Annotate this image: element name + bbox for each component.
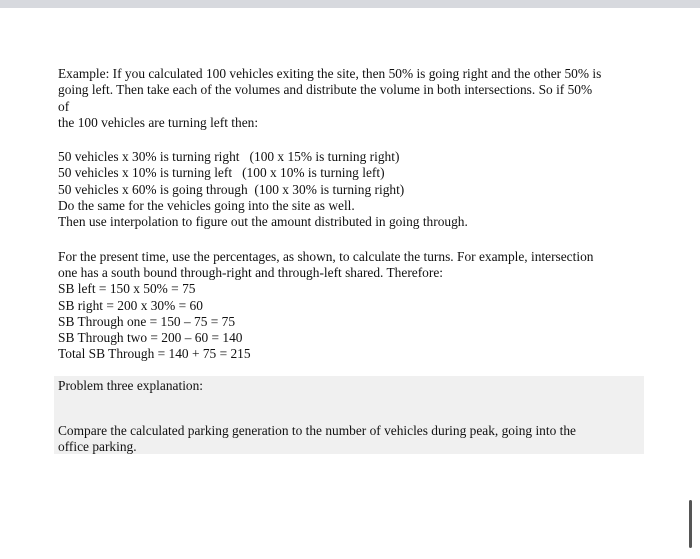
calculation-line: SB left = 150 x 50% = 75 bbox=[58, 281, 196, 297]
text-line: Compare the calculated parking generation to the number of vehicles during peak, going into the bbox=[58, 423, 576, 438]
turns-list bbox=[58, 149, 648, 230]
text-line: Example: If you calculated 100 vehicles exiting the site, then 50% is going right and the other 50% is bbox=[58, 66, 602, 81]
text-line: the 100 vehicles are turning left then: bbox=[58, 114, 259, 130]
list-item: 50 vehicles x 10% is turning left (100 x 10% is turning left) bbox=[58, 165, 385, 181]
document-body bbox=[58, 66, 648, 363]
text-line: one has a south bound through-right and through-left shared. Therefore: bbox=[58, 264, 444, 280]
problem-heading: Problem three explanation: bbox=[58, 378, 204, 393]
text-line: office parking. bbox=[58, 439, 137, 455]
window-top-bar bbox=[0, 0, 700, 8]
calculation-line: Total SB Through = 140 + 75 = 215 bbox=[58, 346, 251, 362]
list-item: Do the same for the vehicles going into the site as well. bbox=[58, 198, 355, 214]
text-line: of bbox=[58, 98, 70, 114]
calculation-line: SB Through one = 150 – 75 = 75 bbox=[58, 313, 236, 329]
calculation-line: SB Through two = 200 – 60 = 140 bbox=[58, 330, 243, 346]
present-time-paragraph bbox=[58, 249, 648, 363]
text-line: going left. Then take each of the volumes and distribute the volume in both intersections. So if 50% bbox=[58, 82, 593, 98]
text-line: For the present time, use the percentages, as shown, to calculate the turns. For example, intersection bbox=[58, 248, 594, 264]
problem-text bbox=[58, 423, 638, 456]
example-paragraph bbox=[58, 66, 648, 131]
vertical-scrollbar[interactable] bbox=[689, 500, 692, 548]
list-item: Then use interpolation to figure out the amount distributed in going through. bbox=[58, 214, 468, 230]
list-item: 50 vehicles x 30% is turning right (100 x 15% is turning right) bbox=[58, 149, 400, 165]
calculation-line: SB right = 200 x 30% = 60 bbox=[58, 297, 203, 313]
list-item: 50 vehicles x 60% is going through (100 x 30% is turning right) bbox=[58, 181, 405, 197]
